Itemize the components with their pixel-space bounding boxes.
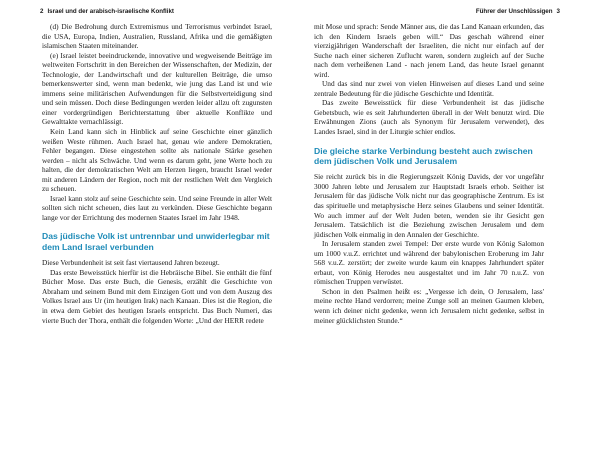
right-page <box>300 0 600 463</box>
paragraph: In Jerusalem standen zwei Tempel: Der erste wurde von König Salomon um 1000 v.u.Z. errichtet und während der babylonischen Eroberung im Jahr 568 v.u.Z. zerstört; der zweite wurde kaum ein knappes Jahrhundert später erbaut, von König Herodes neu ausgestaltet und im Jahr 70 n.u.Z. von römischen Truppen verwüstet. <box>314 239 544 287</box>
paragraph: Israel kann stolz auf seine Geschichte sein. Und seine Freunde in aller Welt sollten sich nicht scheuen, dies laut zu verkünden. Diese Geschichte begann lange vor der Errichtung des modernen Staates Israel im Jahr 1948. <box>42 193 272 222</box>
paragraph: Kein Land kann sich in Hinblick auf seine Geschichte einer gänzlich weißen Weste rühmen. Auch Israel hat, genau wie andere Demokratien, Fehler begangen. Diese eingestehen sollte als nationale Stärke gesehen werden – nicht als Schwäche. Und wenn es darum geht, jene Werte hoch zu halten, die der demokratischen Welt am Herzen liegen, braucht Israel weder mit anderen Ländern der Region, noch mit der restlichen Welt den Vergleich zu scheuen. <box>42 127 272 194</box>
right-running-head-title: Führer der Unschlüssigen <box>475 8 553 15</box>
paragraph: Das zweite Beweisstück für diese Verbundenheit ist das jüdische Gebetsbuch, wie es seit Jahrhunderten überall in der Welt benutzt wird. Die Erwähnungen Zions (auch als Synonym für Jerusalem verwendet), des Landes Israel, sind in der Liturgie schier endlos. <box>314 98 544 137</box>
paragraph: Das erste Beweisstück hierfür ist die Hebräische Bibel. Sie enthält die fünf Bücher Mose. Das erste Buch, die Genesis, erzählt die Geschichte von Abraham und seinem Bund mit dem Einzigen Gott und von dem Auszug des Volkes Israel aus Ur (im heutigen Irak) nach Kanaan. Dies ist die Region, die in etwa dem Gebiet des heutigen Israels entspricht. Das Buch Numeri, das vierte Buch der Thora, enthält die folgenden Worte: „Und der HERR redete <box>42 267 272 325</box>
paragraph: mit Mose und sprach: Sende Männer aus, die das Land Kanaan erkunden, das ich den Kindern Israels geben will.“ Das geschah während einer vierzigjährigen Wanderschaft der Israeliten, die nicht nur einfach auf der Suche nach einer sicheren Zuflucht waren, sondern zugleich auf der Suche nach dem verheißenen Land - nach jenem Land, das heute Israel genannt wird. <box>314 22 544 79</box>
paragraph: Diese Verbundenheit ist seit fast viertausend Jahren bezeugt. <box>42 258 220 268</box>
section-heading: Das jüdische Volk ist untrennbar und unwiderlegbar mit dem Land Israel verbunden <box>42 231 270 252</box>
paragraph: Sie reicht zurück bis in die Regierungszeit König Davids, der vor ungefähr 3000 Jahren lebte und Jerusalem zur Hauptstadt Israels erhob. Seither ist Jerusalem für das jüdische Volk nicht nur das geographische Zentrum. Es ist das spirituelle und metaphysische Herz seines Glaubens und seiner Identität. Wo auch immer auf der Welt Juden beten, wenden sie ihr Gesicht gen Jerusalem. Tatsächlich ist die Beziehung zwischen Jerusalem und dem jüdischen Volk einmalig in den Annalen der Geschichte. <box>314 172 544 239</box>
section-heading: Die gleiche starke Verbindung besteht auch zwischen dem jüdischen Volk und Jerusalem <box>314 145 533 166</box>
paragraph: Schon in den Psalmen heißt es: „Vergesse ich dein, O Jerusalem, lass' meine rechte Hand verdorren; meine Zunge soll an meinen Gaumen kleben, wenn ich deiner nicht gedenke, wenn ich Jerusalem nicht gedenke, selbst in meiner glücklichsten Stunde.“ <box>314 286 544 325</box>
paragraph: (d) Die Bedrohung durch Extremismus und Terrorismus verbindet Israel, die USA, Europa, Indien, Australien, Russland, Afrika und die gemäßigten islamischen Staaten miteinander. <box>42 22 272 51</box>
right-text-column <box>314 22 544 325</box>
right-running-head <box>476 8 560 15</box>
paragraph: Und das sind nur zwei von vielen Hinweisen auf dieses Land und seine zentrale Bedeutung für die jüdische Geschichte und Identität. <box>314 79 544 98</box>
left-running-head <box>40 8 174 15</box>
left-running-head-title: Israel und der arabisch-israelische Konflikt <box>47 8 174 15</box>
left-text-column <box>42 22 272 325</box>
left-page-number: 2 <box>40 8 44 15</box>
right-page-number: 3 <box>556 8 560 15</box>
paragraph: (e) Israel leistet beeindruckende, innovative und wegweisende Beiträge im weltweiten Fortschritt in den Bereichen der Wissenschaften, der Medizin, der Technologie, der Landwirtschaft und der kulturellen Beiträge, die umso bemerkenswerter sind, wenn man bedenkt, wie jung das Land ist und wie immens seine militärischen Aufwendungen für die Selbstverteidigung sind und sein müssen. Doch diese Bedingungen werden leider allzu oft zugunsten einer vordergründigen Berichterstattung über aktuelle Konflikte und Gewalttakte vernachlässigt. <box>42 50 272 127</box>
